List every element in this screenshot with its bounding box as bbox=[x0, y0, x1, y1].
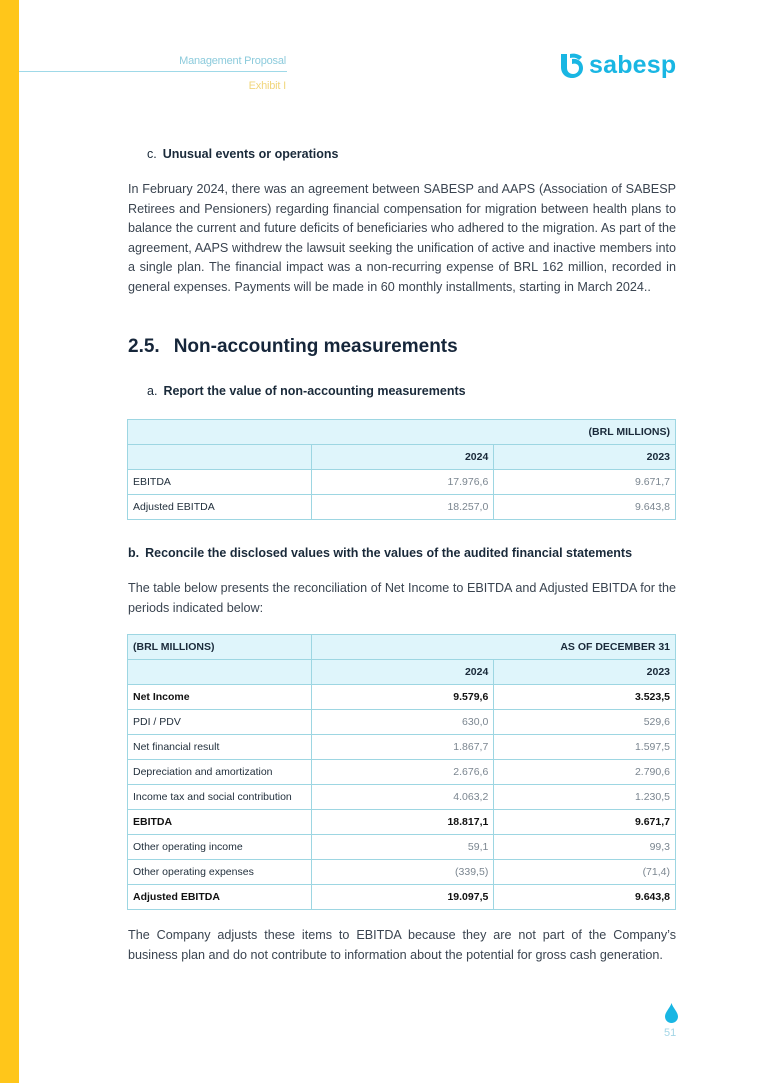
table-row bbox=[128, 685, 676, 710]
reconciliation-table bbox=[127, 634, 676, 910]
section-a-heading bbox=[147, 384, 466, 398]
table-row bbox=[128, 735, 676, 760]
row-value-2024: 18.817,1 bbox=[311, 810, 494, 835]
side-accent-bar bbox=[0, 0, 19, 1083]
row-label: PDI / PDV bbox=[128, 710, 312, 735]
unit-cell: (BRL MILLIONS) bbox=[128, 420, 676, 445]
row-label: Net Income bbox=[128, 685, 312, 710]
table-row bbox=[128, 810, 676, 835]
row-label: EBITDA bbox=[128, 810, 312, 835]
row-value-2024: 18.257,0 bbox=[311, 495, 494, 520]
table-row bbox=[128, 860, 676, 885]
header-cell-2023: 2023 bbox=[494, 445, 676, 470]
row-value-2024: 17.976,6 bbox=[311, 470, 494, 495]
header-divider bbox=[19, 71, 287, 72]
section-a-title: Report the value of non-accounting measurements bbox=[163, 384, 466, 398]
header-exhibit: Exhibit I bbox=[248, 80, 286, 92]
section-b-marker: b. bbox=[128, 546, 140, 560]
row-value-2024: 4.063,2 bbox=[311, 785, 494, 810]
section-b-title: Reconcile the disclosed values with the values of the audited financial statements bbox=[145, 546, 633, 560]
row-value-2023: 1.230,5 bbox=[494, 785, 676, 810]
logo-text: sabesp bbox=[589, 51, 677, 79]
section-b-heading bbox=[128, 546, 632, 560]
table-year-row bbox=[128, 445, 676, 470]
section-heading bbox=[128, 336, 458, 358]
sabesp-logo bbox=[560, 52, 676, 78]
header-title: Management Proposal bbox=[179, 55, 286, 67]
row-label: EBITDA bbox=[128, 470, 312, 495]
row-label: Depreciation and amortization bbox=[128, 760, 312, 785]
row-value-2023: 2.790,6 bbox=[494, 760, 676, 785]
water-drop-icon bbox=[665, 1003, 678, 1023]
row-value-2023: 529,6 bbox=[494, 710, 676, 735]
table-row bbox=[128, 785, 676, 810]
section-b-paragraph: The table below presents the reconciliation of Net Income to EBITDA and Adjusted EBITDA for the periods indicated below: bbox=[128, 581, 676, 615]
row-label: Income tax and social contribution bbox=[128, 785, 312, 810]
row-value-2023: 9.643,8 bbox=[494, 885, 676, 910]
section-number: 2.5. bbox=[128, 336, 160, 357]
unit-cell: (BRL MILLIONS) bbox=[128, 635, 312, 660]
row-value-2024: 2.676,6 bbox=[311, 760, 494, 785]
as-of-cell: AS OF DECEMBER 31 bbox=[311, 635, 675, 660]
row-value-2024: (339,5) bbox=[311, 860, 494, 885]
non-accounting-table bbox=[127, 419, 676, 520]
header-cell-2024: 2024 bbox=[311, 660, 494, 685]
row-value-2024: 9.579,6 bbox=[311, 685, 494, 710]
row-label: Adjusted EBITDA bbox=[128, 495, 312, 520]
table-row bbox=[128, 835, 676, 860]
header-cell-2023: 2023 bbox=[494, 660, 676, 685]
row-value-2024: 59,1 bbox=[311, 835, 494, 860]
row-value-2023: 1.597,5 bbox=[494, 735, 676, 760]
section-c-paragraph: In February 2024, there was an agreement between SABESP and AAPS (Association of SABESP Retirees and Pensioners) regarding financial compensation for migration between health plans to balance the current and future deficits of beneficiaries who adhered to the migration. As part of the agreement, AAPS withdrew the lawsuit seeking the unification of active and inactive members into a single plan. The financial impact was a non-recurring expense of BRL 162 million, recorded in general expenses. Payments will be made in 60 monthly installments, starting in March 2024.. bbox=[128, 182, 676, 294]
row-value-2023: 3.523,5 bbox=[494, 685, 676, 710]
row-value-2024: 1.867,7 bbox=[311, 735, 494, 760]
table-row bbox=[128, 885, 676, 910]
row-label: Other operating expenses bbox=[128, 860, 312, 885]
row-value-2023: 9.643,8 bbox=[494, 495, 676, 520]
page-number: 51 bbox=[664, 1027, 677, 1039]
row-value-2023: 99,3 bbox=[494, 835, 676, 860]
row-value-2024: 19.097,5 bbox=[311, 885, 494, 910]
section-title: Non-accounting measurements bbox=[173, 336, 458, 357]
row-label: Adjusted EBITDA bbox=[128, 885, 312, 910]
table-year-row bbox=[128, 660, 676, 685]
section-a-marker: a. bbox=[147, 384, 158, 398]
section-c-title: Unusual events or operations bbox=[162, 147, 339, 161]
row-value-2024: 630,0 bbox=[311, 710, 494, 735]
header-cell-2024: 2024 bbox=[311, 445, 494, 470]
header-cell-empty bbox=[128, 660, 312, 685]
table-unit-row bbox=[128, 635, 676, 660]
table-row bbox=[128, 470, 676, 495]
row-label: Net financial result bbox=[128, 735, 312, 760]
table-row bbox=[128, 760, 676, 785]
table-unit-row bbox=[128, 420, 676, 445]
row-value-2023: (71,4) bbox=[494, 860, 676, 885]
reconciliation-body bbox=[128, 685, 676, 910]
table-row bbox=[128, 495, 676, 520]
closing-paragraph: The Company adjusts these items to EBITDA because they are not part of the Company’s business plan and do not contribute to information about the potential for gross cash generation. bbox=[128, 928, 676, 962]
sabesp-logo-icon bbox=[560, 52, 584, 78]
row-label: Other operating income bbox=[128, 835, 312, 860]
section-c-heading bbox=[147, 147, 338, 161]
row-value-2023: 9.671,7 bbox=[494, 470, 676, 495]
section-c-marker: c. bbox=[147, 147, 157, 161]
table-row bbox=[128, 710, 676, 735]
row-value-2023: 9.671,7 bbox=[494, 810, 676, 835]
header-cell-empty bbox=[128, 445, 312, 470]
